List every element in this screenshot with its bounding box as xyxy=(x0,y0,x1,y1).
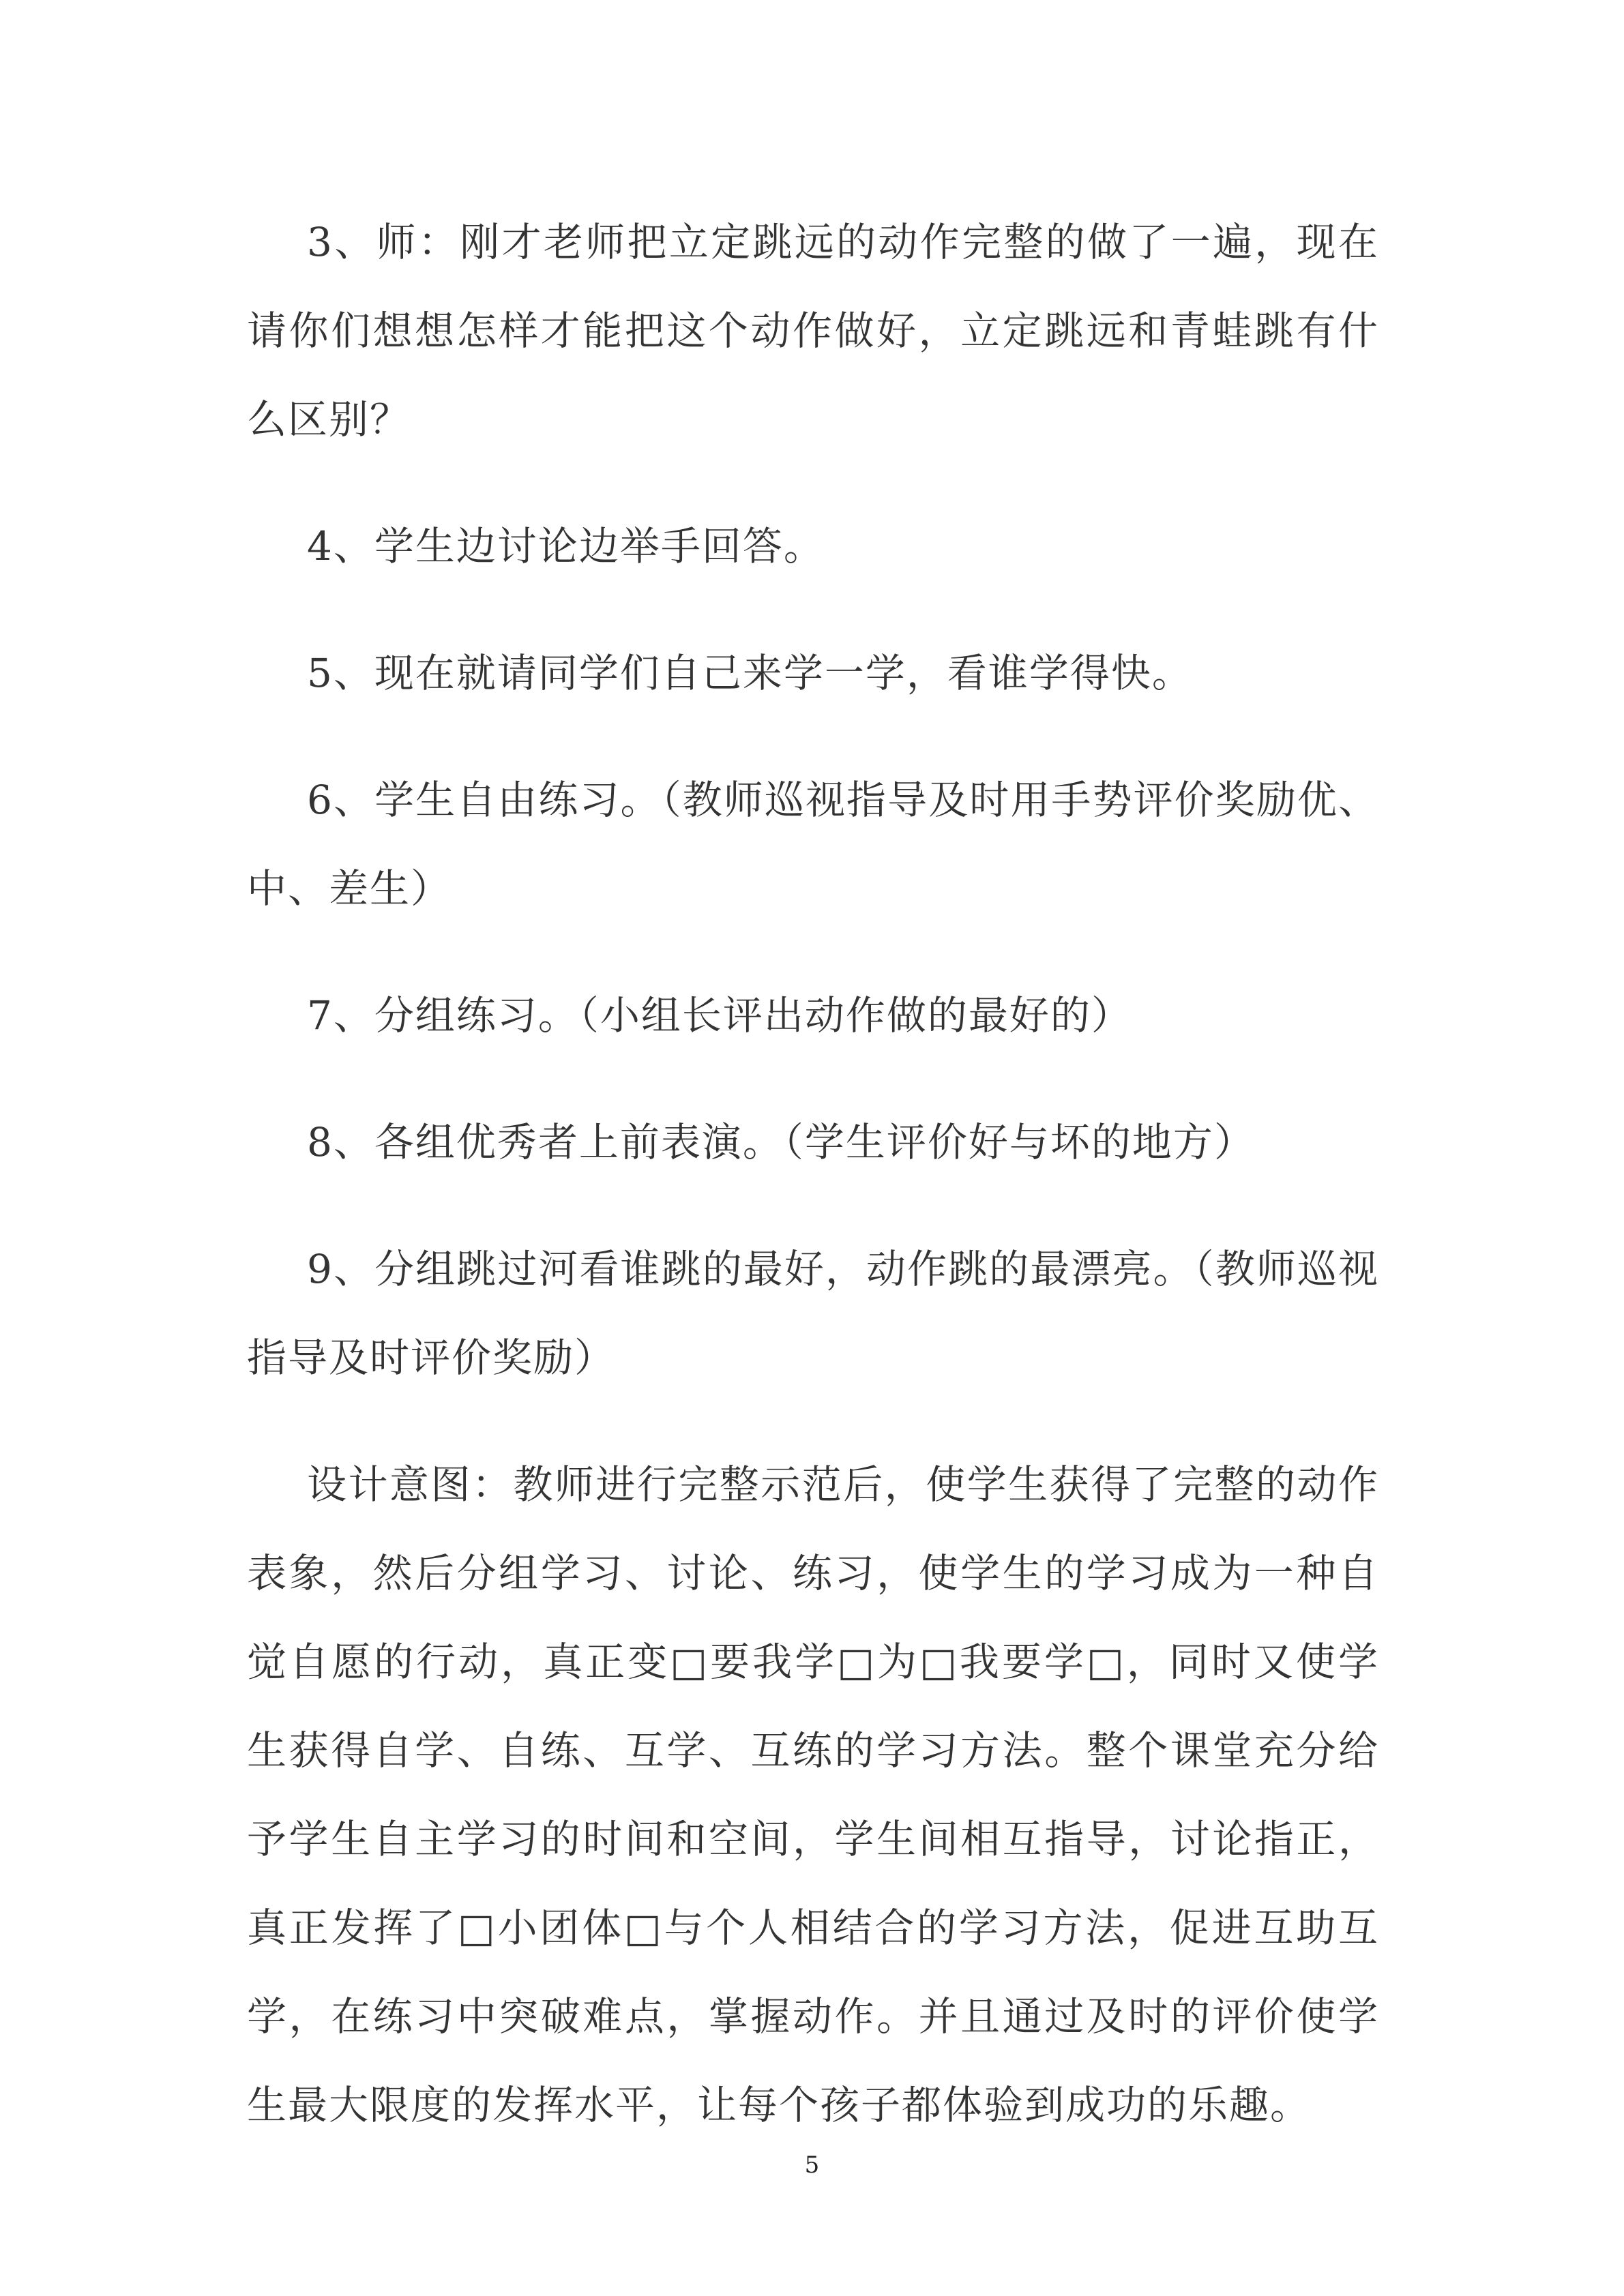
paragraph-step-5: 5、现在就请同学们自己来学一学，看谁学得快。 xyxy=(307,650,1193,696)
document-body xyxy=(247,198,1379,2188)
page-number: 5 xyxy=(804,2151,820,2179)
paragraph-step-4: 4、学生边讨论边举手回答。 xyxy=(307,523,825,569)
paragraph-step-9: 9、分组跳过河看谁跳的最好，动作跳的最漂亮。（教师巡视指导及时评价奖励） xyxy=(247,1246,1379,1381)
paragraph-design-intent: 设计意图：教师进行完整示范后，使学生获得了完整的动作表象，然后分组学习、讨论、练习，使学生的学习成为一种自觉自愿的行动，真正变□要我学□为□我要学□，同时又使学生获得自学、自练、互学、互练的学习方法。整个课堂充分给予学生自主学习的时间和空间，学生间相互指导，讨论指正，真正发挥了□小团体□与个人相结合的学习方法，促进互助互学，在练习中突破难点，掌握动作。并且通过及时的评价使学生最大限度的发挥水平，让每个孩子都体验到成功的乐趣。 xyxy=(247,1461,1379,2128)
paragraph-step-7: 7、分组练习。（小组长评出动作做的最好的） xyxy=(307,992,1132,1039)
paragraph-step-8: 8、各组优秀者上前表演。（学生评价好与坏的地方） xyxy=(307,1119,1255,1165)
paragraph-step-6: 6、学生自由练习。（教师巡视指导及时用手势评价奖励优、中、差生） xyxy=(247,777,1379,912)
paragraph-step-3: 3、师：刚才老师把立定跳远的动作完整的做了一遍，现在请你们想想怎样才能把这个动作做好，立定跳远和青蛙跳有什么区别？ xyxy=(247,219,1379,443)
